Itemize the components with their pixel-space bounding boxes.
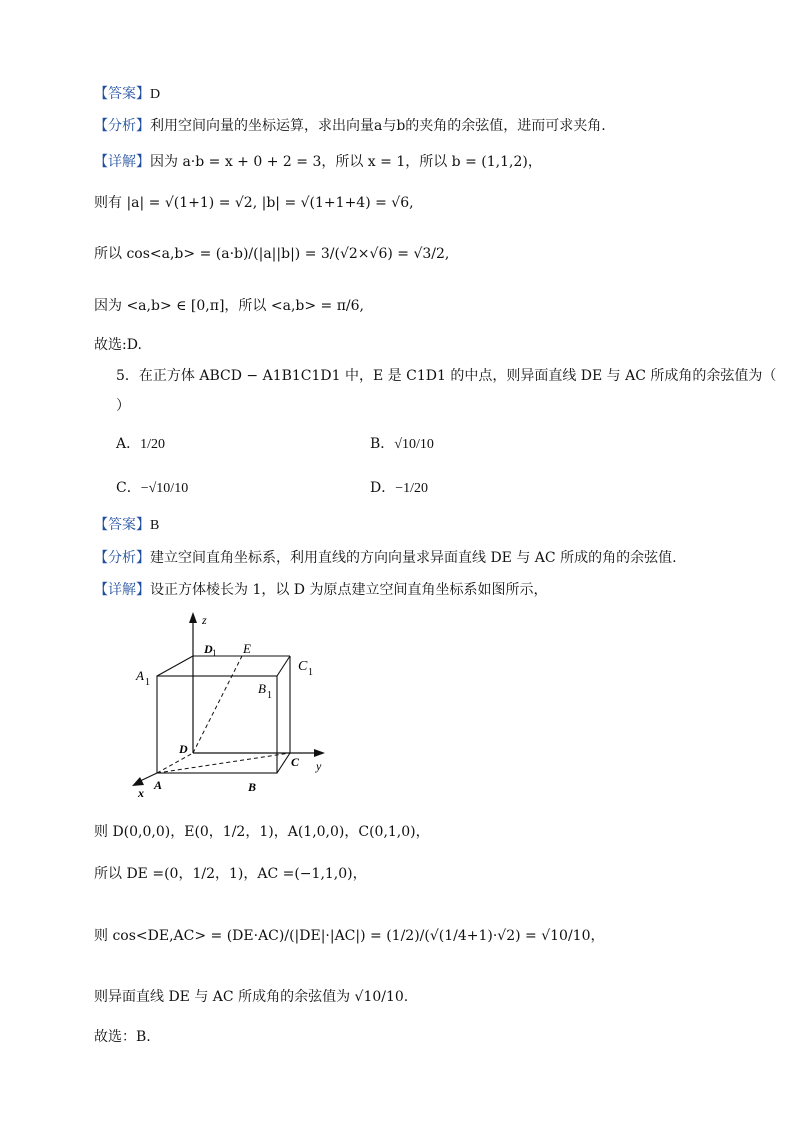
q5-result-line: 则异面直线 DE 与 AC 所成角的余弦值为 √10/10.: [94, 989, 409, 1005]
q4-detail-line-3: 所以 cos<a,b> = (a·b)/(|a||b|) = 3/(√2×√6) = √3/2,: [94, 246, 450, 262]
label-b: B: [248, 780, 257, 794]
q5-conclusion: 故选：B.: [94, 1029, 151, 1045]
answer-tag: 【答案】: [94, 86, 150, 102]
label-x: x: [138, 786, 144, 800]
q5-vectors-line: 所以 DE =(0，1/2，1)，AC =(−1,1,0)，: [94, 866, 367, 882]
q5-answer-line: [94, 515, 159, 536]
label-e: E: [243, 641, 251, 656]
y-axis-arrow: [314, 749, 325, 757]
option-a: A．1/20: [116, 436, 166, 452]
q5-analysis-line: [94, 548, 677, 568]
q4-analysis-line: [94, 116, 606, 136]
q5-stem-line-2: ）: [116, 398, 130, 414]
detail-tag: 【详解】: [94, 582, 150, 598]
label-c1-sub: 1: [308, 667, 313, 678]
label-d1: D: [204, 642, 213, 656]
answer-value: D: [150, 87, 161, 102]
segment-de: [193, 656, 242, 753]
detail-text: 因为 a·b = x + 0 + 2 = 3，所以 x = 1，所以 b = (1,1,2)，: [150, 154, 542, 170]
option-d-value: −1/20: [395, 481, 429, 496]
analysis-tag: 【分析】: [94, 118, 150, 134]
q5-detail-line: [94, 580, 547, 600]
q4-conclusion: 故选:D.: [94, 337, 142, 353]
option-a-value: 1/20: [140, 437, 166, 452]
option-b-value: √10/10: [394, 437, 434, 452]
q4-detail-line-2: 则有 |a| = √(1+1) = √2, |b| = √(1+1+4) = √6,: [94, 195, 414, 211]
option-c: C．−√10/10: [116, 480, 189, 496]
label-a1-sub: 1: [145, 677, 150, 688]
q4-answer-line: [94, 84, 160, 105]
segment-ac: [157, 753, 290, 773]
q5-cos-line: 则 cos<DE,AC> = (DE·AC)/(|DE|·|AC|) = (1/2)/(√(1/4+1)·√2) = √10/10，: [94, 928, 605, 944]
label-b1: B: [258, 681, 266, 696]
q4-detail-line-4: 因为 <a,b> ∈ [0,π]，所以 <a,b> = π/6,: [94, 298, 364, 314]
analysis-text: 建立空间直角坐标系，利用直线的方向向量求异面直线 DE 与 AC 所成的角的余弦值.: [150, 550, 677, 566]
detail-tag: 【详解】: [94, 154, 150, 170]
cube-coordinate-figure: [120, 608, 340, 800]
label-b1-sub: 1: [267, 690, 272, 701]
label-d: D: [179, 742, 188, 756]
label-c1: C: [298, 659, 308, 674]
detail-text: 设正方体棱长为 1，以 D 为原点建立空间直角坐标系如图所示，: [150, 582, 548, 598]
q5-stem-line-1: 5．在正方体 ABCD − A1B1C1D1 中，E 是 C1D1 的中点，则异面直线 DE 与 AC 所成角的余弦值为（: [116, 368, 777, 384]
label-d1-sub: 1: [212, 648, 217, 658]
z-axis-arrow: [189, 612, 197, 623]
label-a: A: [154, 778, 163, 792]
label-z: z: [202, 613, 207, 627]
label-a1: A: [136, 668, 144, 683]
q5-coords-line: 则 D(0,0,0)，E(0，1/2，1)，A(1,0,0)，C(0,1,0)，: [94, 824, 430, 840]
analysis-tag: 【分析】: [94, 550, 150, 566]
answer-tag: 【答案】: [94, 517, 150, 533]
analysis-text: 利用空间向量的坐标运算，求出向量a与b的夹角的余弦值，进而可求夹角.: [150, 118, 606, 134]
label-y: y: [316, 759, 322, 773]
label-c: C: [291, 755, 300, 769]
option-c-value: −√10/10: [140, 481, 189, 496]
option-d: D．−1/20: [370, 480, 429, 496]
q4-detail-line-1: [94, 152, 542, 172]
answer-value: B: [150, 518, 160, 533]
option-b: B．√10/10: [370, 436, 434, 452]
x-axis-arrow: [132, 777, 144, 786]
